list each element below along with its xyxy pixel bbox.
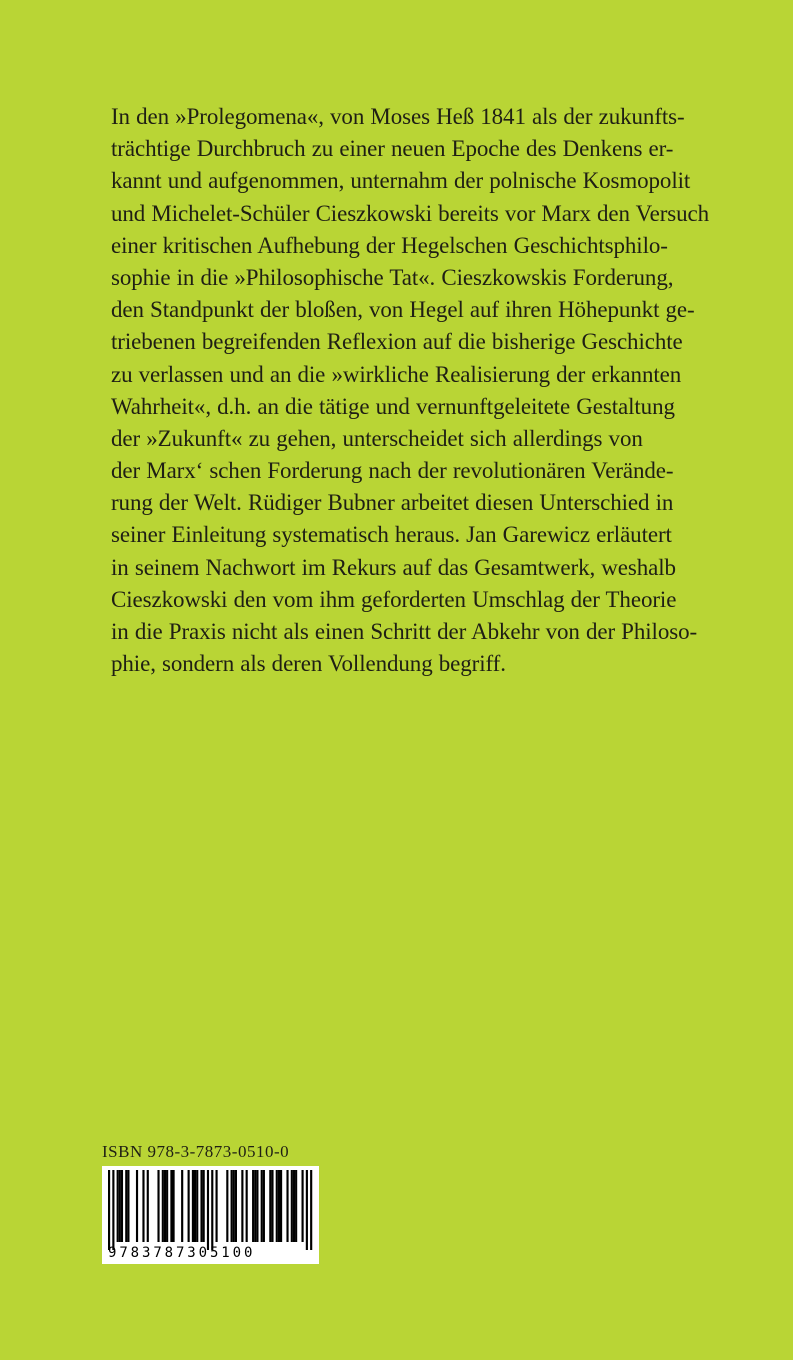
barcode-bar — [295, 1170, 297, 1242]
blurb-line: triebenen begreifenden Reflexion auf die bisherige Geschichte — [111, 329, 683, 355]
barcode-bar — [278, 1170, 280, 1242]
barcode-bar — [254, 1170, 256, 1242]
barcode-bar — [235, 1170, 237, 1242]
barcode-bar — [125, 1170, 127, 1242]
barcode-bar — [166, 1170, 168, 1242]
barcode-bar — [269, 1170, 271, 1242]
blurb-line: sophie in die »Philosophische Tat«. Cieszkowskis Forderung, — [111, 264, 674, 290]
barcode-bar — [233, 1170, 235, 1242]
barcode-bar — [256, 1170, 258, 1242]
barcode-digits: 9783787305100 — [108, 1245, 256, 1261]
blurb-line: Cieszkowski den vom ihm geforderten Umschlag der Theorie — [111, 586, 677, 612]
barcode-bar — [241, 1170, 243, 1242]
isbn-barcode — [102, 1166, 319, 1264]
blurb-line: der »Zukunft« zu gehen, unterscheidet sich allerdings von — [111, 425, 643, 451]
barcode-bar — [291, 1170, 293, 1242]
barcode-bar — [112, 1170, 114, 1250]
barcode-bar — [173, 1170, 175, 1242]
barcode-bar — [136, 1170, 138, 1242]
barcode-bar — [147, 1170, 149, 1242]
barcode-bar — [246, 1170, 248, 1242]
barcode-bar — [271, 1170, 273, 1242]
barcode-bar — [226, 1170, 228, 1242]
barcode-bar — [263, 1170, 265, 1242]
barcode-bar — [157, 1170, 159, 1242]
barcode-bar — [188, 1170, 190, 1242]
barcode-bar — [121, 1170, 123, 1242]
barcode-bar — [164, 1170, 166, 1242]
barcode-bar — [207, 1170, 209, 1250]
barcode-bar — [203, 1170, 205, 1242]
blurb-text — [111, 101, 711, 680]
barcode-bar — [117, 1170, 119, 1242]
blurb-line: zu verlassen und an die »wirkliche Realisierung der erkannten — [111, 361, 682, 387]
barcode-bar — [142, 1170, 144, 1242]
barcode-bar — [310, 1170, 312, 1250]
barcode-bar — [194, 1170, 196, 1242]
blurb-line: und Michelet-Schüler Cieszkowski bereits vor Marx den Versuch — [111, 200, 710, 226]
blurb-line: der Marx‘ schen Forderung nach der revolutionären Verände- — [111, 458, 674, 484]
barcode-bar — [261, 1170, 263, 1242]
barcode-bar — [200, 1170, 202, 1242]
blurb-line: phie, sondern als deren Vollendung begriff. — [111, 651, 506, 677]
barcode-bar — [192, 1170, 194, 1242]
blurb-line: rung der Welt. Rüdiger Bubner arbeitet diesen Unterschied in — [111, 490, 674, 516]
blurb-line: kannt und aufgenommen, unternahm der polnische Kosmopolit — [111, 168, 691, 194]
blurb-line: in seinem Nachwort im Rekurs auf das Gesamtwerk, weshalb — [111, 554, 676, 580]
barcode-bar — [231, 1170, 233, 1242]
blurb-line: einer kritischen Aufhebung der Hegelschen Geschichtsphilo- — [111, 232, 668, 258]
barcode-bar — [211, 1170, 213, 1250]
blurb-line: trächtige Durchbruch zu einer neuen Epoche des Denkens er- — [111, 136, 674, 162]
barcode-bar — [280, 1170, 282, 1242]
barcode-bar — [170, 1170, 172, 1242]
barcode-bar — [306, 1170, 308, 1250]
blurb-line: seiner Einleitung systematisch heraus. Jan Garewicz erläutert — [111, 522, 672, 548]
barcode-bar — [196, 1170, 198, 1242]
blurb-line: den Standpunkt der bloßen, von Hegel auf ihren Höhepunkt ge- — [111, 297, 695, 323]
barcode-bar — [276, 1170, 278, 1242]
barcode-bar — [181, 1170, 183, 1242]
blurb-line: In den »Prolegomena«, von Moses Heß 1841 als der zukunfts- — [111, 104, 685, 129]
barcode-bar — [286, 1170, 288, 1242]
barcode-bar — [127, 1170, 129, 1242]
barcode-bar — [108, 1170, 110, 1250]
blurb-line: Wahrheit«, d.h. an die tätige und vernunftgeleitete Gestaltung — [111, 393, 675, 419]
barcode-bar — [293, 1170, 295, 1242]
barcode-bar — [119, 1170, 121, 1242]
barcode-bar — [252, 1170, 254, 1242]
blurb-line: in die Praxis nicht als einen Schritt der Abkehr von der Philoso- — [111, 619, 698, 644]
barcode-bar — [162, 1170, 164, 1242]
isbn-label: ISBN 978-3-7873-0510-0 — [102, 1142, 290, 1161]
barcode-bar — [216, 1170, 218, 1242]
barcode-bar — [302, 1170, 304, 1242]
